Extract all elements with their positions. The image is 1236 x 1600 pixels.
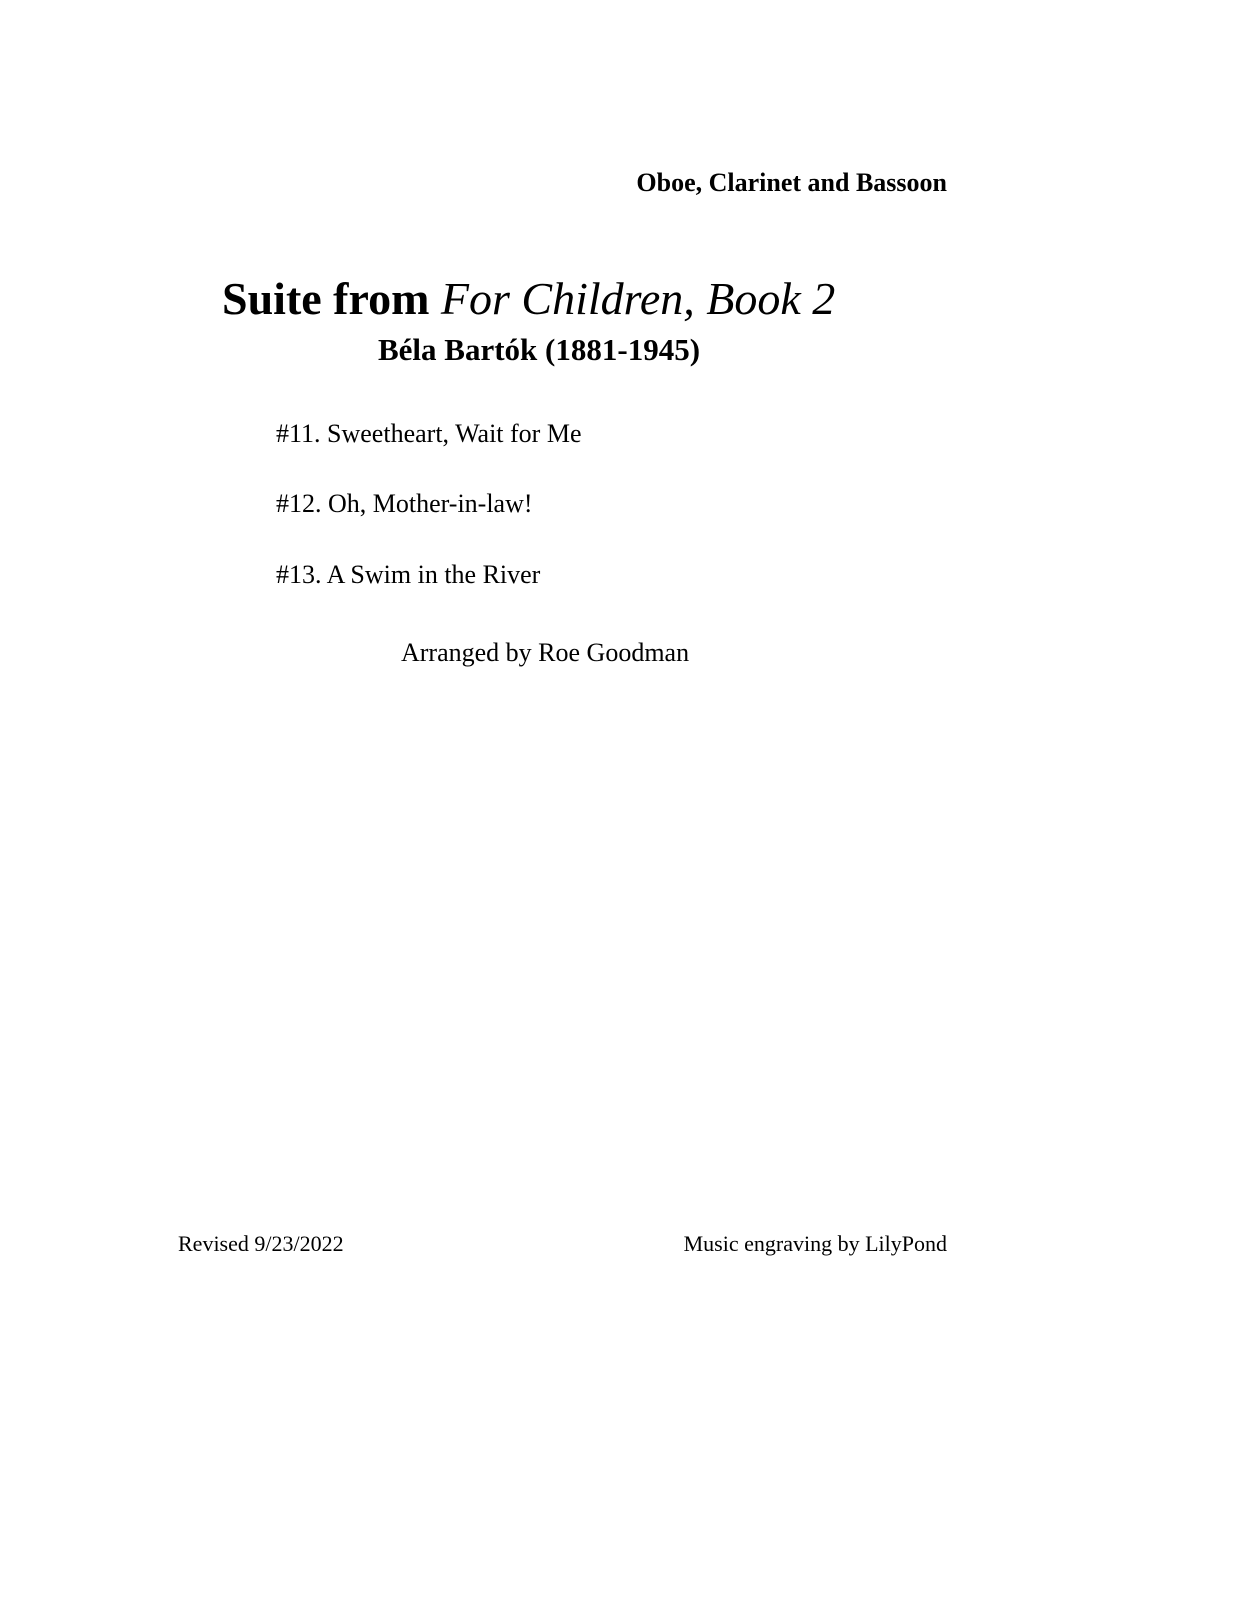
composer-line: Béla Bartók (1881-1945) — [378, 332, 701, 367]
movement-item: #11. Sweetheart, Wait for Me — [276, 419, 582, 448]
suite-title — [222, 271, 835, 327]
movement-item: #13. A Swim in the River — [276, 560, 541, 589]
arranger-credit: Arranged by Roe Goodman — [401, 638, 690, 667]
title-work: For Children, Book 2 — [440, 273, 836, 324]
title-prefix: Suite from — [222, 273, 430, 324]
movement-item: #12. Oh, Mother-in-law! — [276, 489, 533, 518]
revision-date: Revised 9/23/2022 — [178, 1231, 344, 1256]
engraving-credit: Music engraving by LilyPond — [683, 1231, 947, 1256]
instrumentation-label: Oboe, Clarinet and Bassoon — [636, 168, 947, 197]
